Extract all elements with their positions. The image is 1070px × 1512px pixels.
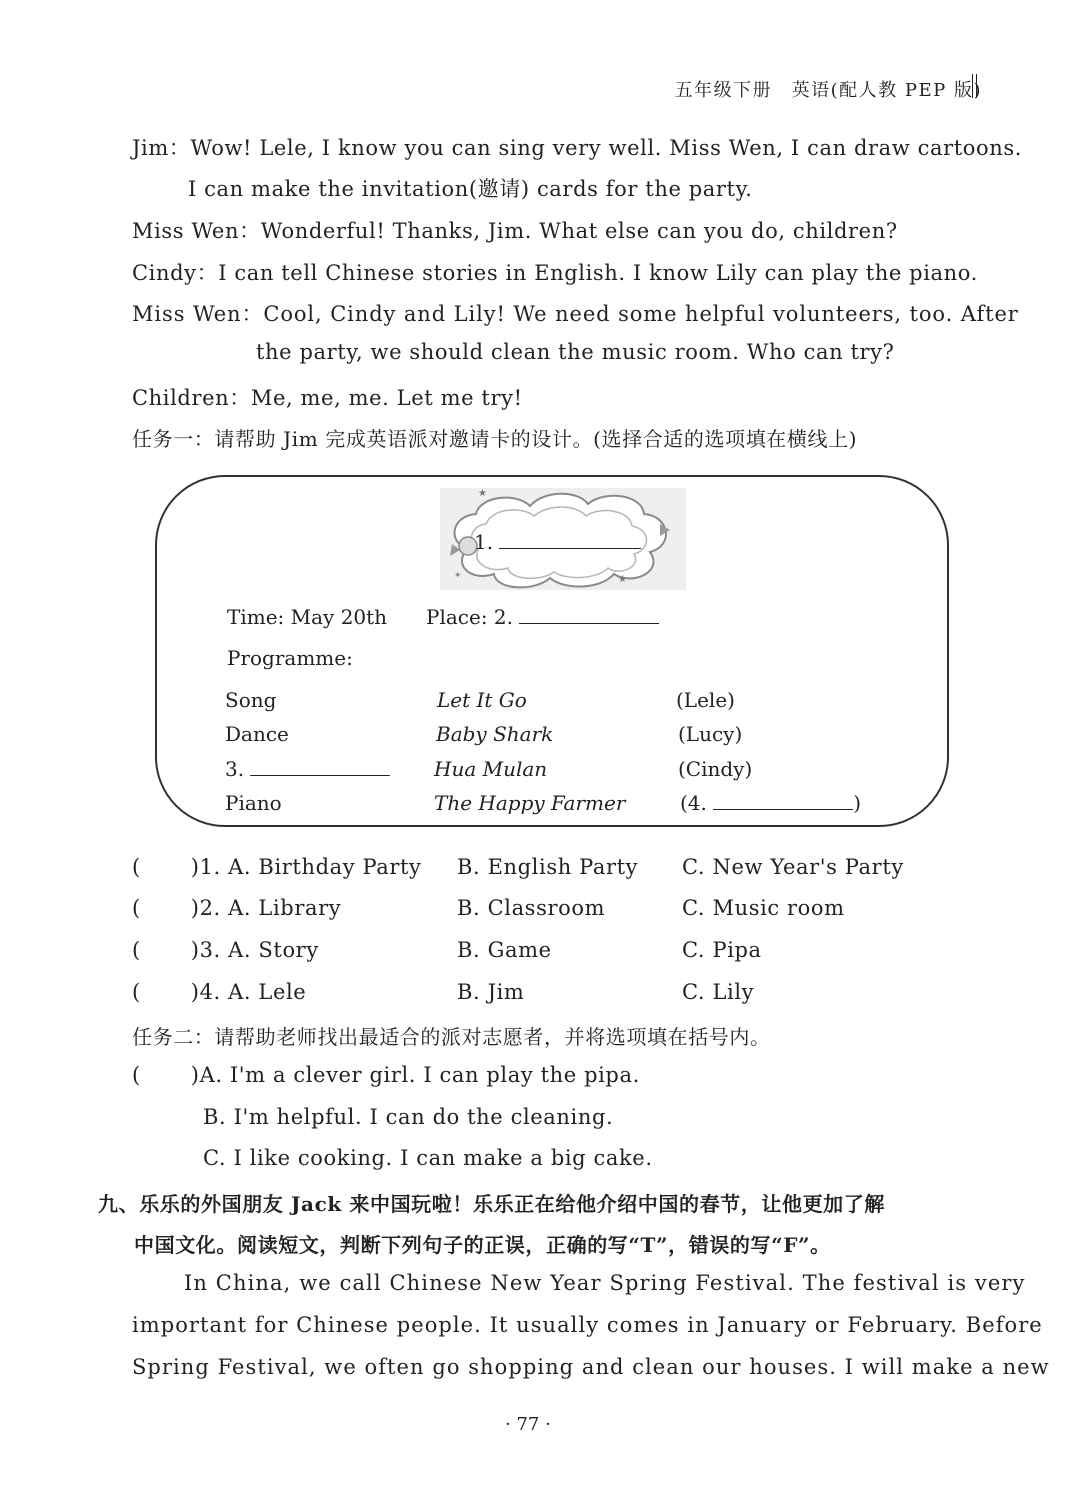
svg-text:★: ★ [618,574,627,585]
task2-option-a: ( )A. I'm a clever girl. I can play the pipa. [132,1063,640,1087]
answer-blank[interactable] [499,547,641,549]
programme-performer-blank: (4. ) [680,791,862,815]
answer-blank[interactable] [713,808,853,810]
answer-blank[interactable] [250,774,390,776]
paragraph-line-2: important for Chinese people. It usually comes in January or February. Before [132,1313,1043,1337]
section9-title-line2: 中国文化。阅读短文，判断下列句子的正误，正确的写“T”，错误的写“F”。 [134,1233,831,1257]
option-b: B. Classroom [457,896,606,920]
programme-title: Hua Mulan [434,757,548,781]
utterance: Wow! Lele, I know you can sing very well. Miss Wen, I can draw cartoons. [190,136,1023,160]
programme-title: The Happy Farmer [434,791,626,815]
card-time: Time: May 20th [227,605,388,629]
utterance: Me, me, me. Let me try! [250,386,523,410]
page-number: · 77 · [505,1414,551,1435]
utterance: Wonderful! Thanks, Jim. What else can you do, children? [260,219,898,243]
option-c: C. Pipa [682,938,762,962]
programme-item: Dance [225,722,289,746]
svg-text:✦: ✦ [454,571,462,581]
programme-item: Song [225,688,277,712]
utterance: Cool, Cindy and Lily! We need some helpful volunteers, too. After [263,302,1019,326]
option-c: C. Music room [682,896,845,920]
programme-performer: (Cindy) [678,757,753,781]
header-bar [972,74,977,98]
card-place: Place: 2. [426,605,659,629]
option-c: C. New Year's Party [682,855,904,879]
svg-text:★: ★ [478,488,487,499]
paragraph-line-3: Spring Festival, we often go shopping and clean our houses. I will make a new [132,1355,1050,1379]
utterance: I can tell Chinese stories in English. I know Lily can play the piano. [218,261,978,285]
programme-item-blank: 3. [225,757,390,781]
card-title-blank: 1. [474,530,641,554]
option-b: B. Game [457,938,552,962]
programme-item: Piano [225,791,282,815]
speaker: Miss Wen： [132,219,261,243]
option-b: B. Jim [457,980,525,1004]
programme-performer: (Lucy) [678,722,743,746]
dialogue-line-7 [132,382,523,412]
programme-title: Baby Shark [436,722,554,746]
dialogue-line-6: the party, we should clean the music room. Who can try? [256,340,895,364]
dialogue-line-3 [132,215,898,245]
question-1: ( )1. A. Birthday Party [132,855,422,879]
dialogue-line-2: I can make the invitation(邀请) cards for the party. [188,177,753,201]
task2-title: 任务二：请帮助老师找出最适合的派对志愿者，并将选项填在括号内。 [132,1025,771,1049]
speaker: Cindy： [132,261,219,285]
speaker: Children： [132,386,251,410]
card-programme-label: Programme: [227,646,353,670]
dialogue-line-4 [132,257,978,287]
option-c: C. Lily [682,980,755,1004]
paragraph-line-1: In China, we call Chinese New Year Spring Festival. The festival is very [184,1271,1026,1295]
section9-title-line1: 九、乐乐的外国朋友 Jack 来中国玩啦！乐乐正在给他介绍中国的春节，让他更加了解 [98,1192,885,1216]
dialogue-line-1 [132,132,1022,162]
question-3: ( )3. A. Story [132,938,319,962]
programme-performer: (Lele) [676,688,735,712]
question-2: ( )2. A. Library [132,896,342,920]
question-4: ( )4. A. Lele [132,980,307,1004]
programme-title: Let It Go [437,688,527,712]
task2-option-c: C. I like cooking. I can make a big cake. [203,1146,653,1170]
option-b: B. English Party [457,855,639,879]
task1-title: 任务一：请帮助 Jim 完成英语派对邀请卡的设计。(选择合适的选项填在横线上) [132,427,858,451]
speaker: Miss Wen： [132,302,264,326]
task2-option-b: B. I'm helpful. I can do the cleaning. [203,1105,614,1129]
dialogue-line-5 [132,298,1019,328]
speaker: Jim： [132,136,191,160]
answer-blank[interactable] [519,622,659,624]
running-header: 五年级下册 英语(配人教 PEP 版) [674,80,982,101]
